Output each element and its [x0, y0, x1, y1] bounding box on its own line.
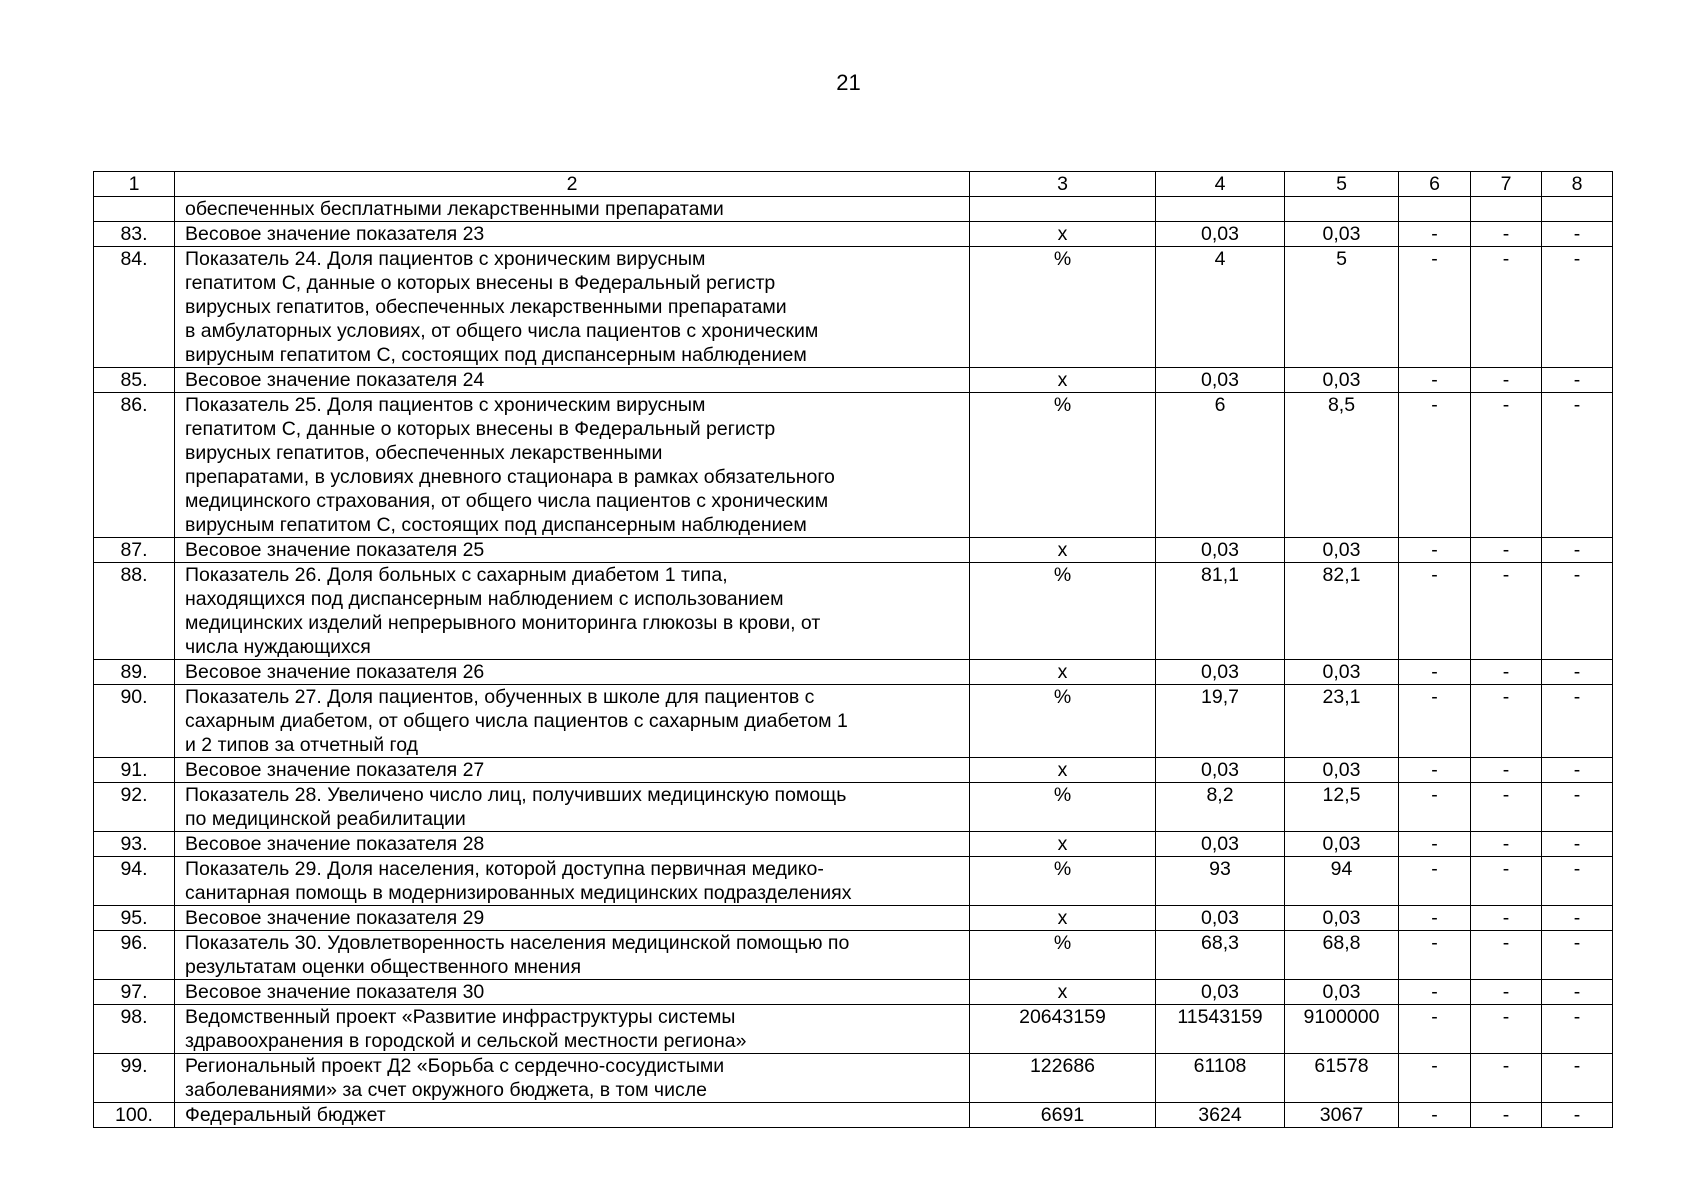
table-row [94, 538, 1613, 563]
row-description: Показатель 29. Доля населения, которой доступна первичная медико- санитарная помощь в модернизированных медицинских подразделениях [175, 857, 970, 906]
row-description: Региональный проект Д2 «Борьба с сердечно-сосудистыми заболеваниями» за счет окружного бюджета, в том числе [175, 1054, 970, 1103]
value-col-4: 0,03 [1156, 368, 1285, 393]
value-col-6: - [1399, 857, 1471, 906]
row-number: 85. [94, 368, 175, 393]
value-col-8: - [1542, 393, 1613, 538]
value-col-6: - [1399, 660, 1471, 685]
value-col-8: - [1542, 931, 1613, 980]
value-col-7: - [1471, 393, 1542, 538]
row-number: 100. [94, 1103, 175, 1128]
value-col-7: - [1471, 758, 1542, 783]
table-row [94, 660, 1613, 685]
table-row [94, 393, 1613, 538]
header-row [94, 172, 1613, 197]
row-description: Показатель 27. Доля пациентов, обученных в школе для пациентов с сахарным диабетом, от общего числа пациентов с сахарным диабетом 1 и 2 типов за отчетный год [175, 685, 970, 758]
value-col-7: - [1471, 222, 1542, 247]
value-col-7: - [1471, 247, 1542, 368]
value-col-7: - [1471, 783, 1542, 832]
row-number: 98. [94, 1005, 175, 1054]
value-col-4: 8,2 [1156, 783, 1285, 832]
value-col-6 [1399, 197, 1471, 222]
value-col-3: х [970, 660, 1156, 685]
row-number: 94. [94, 857, 175, 906]
value-col-5: 0,03 [1285, 980, 1399, 1005]
row-number: 99. [94, 1054, 175, 1103]
value-col-6: - [1399, 393, 1471, 538]
row-description: Весовое значение показателя 27 [175, 758, 970, 783]
value-col-5: 3067 [1285, 1103, 1399, 1128]
table-row [94, 1005, 1613, 1054]
value-col-5: 82,1 [1285, 563, 1399, 660]
table-row [94, 832, 1613, 857]
header-cell: 2 [175, 172, 970, 197]
value-col-8: - [1542, 783, 1613, 832]
value-col-5: 94 [1285, 857, 1399, 906]
value-col-5: 61578 [1285, 1054, 1399, 1103]
header-cell: 1 [94, 172, 175, 197]
value-col-7: - [1471, 368, 1542, 393]
value-col-5: 9100000 [1285, 1005, 1399, 1054]
value-col-7: - [1471, 906, 1542, 931]
row-number: 83. [94, 222, 175, 247]
value-col-6: - [1399, 247, 1471, 368]
row-description: Показатель 24. Доля пациентов с хроническим вирусным гепатитом С, данные о которых внесены в Федеральный регистр вирусных гепатитов, обеспеченных лекарственными препаратами в амбулаторных условиях, от общего числа пациентов с хроническим вирусным гепатитом С, состоящих под диспансерным наблюдением [175, 247, 970, 368]
table-row [94, 783, 1613, 832]
value-col-6: - [1399, 1103, 1471, 1128]
table-row [94, 1054, 1613, 1103]
value-col-5: 0,03 [1285, 222, 1399, 247]
value-col-5: 23,1 [1285, 685, 1399, 758]
row-description: Показатель 25. Доля пациентов с хроническим вирусным гепатитом С, данные о которых внесены в Федеральный регистр вирусных гепатитов, обеспеченных лекарственными препаратами, в условиях дневного стационара в рамках обязательного медицинского страхования, от общего числа пациентов с хроническим вирусным гепатитом С, состоящих под диспансерным наблюдением [175, 393, 970, 538]
page-number: 21 [836, 70, 861, 95]
row-description: Федеральный бюджет [175, 1103, 970, 1128]
table-row [94, 1103, 1613, 1128]
value-col-6: - [1399, 222, 1471, 247]
value-col-8 [1542, 197, 1613, 222]
value-col-7 [1471, 197, 1542, 222]
row-number [94, 197, 175, 222]
value-col-4: 68,3 [1156, 931, 1285, 980]
value-col-7: - [1471, 931, 1542, 980]
value-col-4: 0,03 [1156, 906, 1285, 931]
value-col-4: 81,1 [1156, 563, 1285, 660]
value-col-3: % [970, 685, 1156, 758]
row-description: Весовое значение показателя 30 [175, 980, 970, 1005]
value-col-4: 19,7 [1156, 685, 1285, 758]
value-col-8: - [1542, 857, 1613, 906]
header-cell: 7 [1471, 172, 1542, 197]
value-col-4: 3624 [1156, 1103, 1285, 1128]
row-description: Ведомственный проект «Развитие инфраструктуры системы здравоохранения в городской и сельской местности региона» [175, 1005, 970, 1054]
value-col-3: х [970, 758, 1156, 783]
value-col-5: 0,03 [1285, 368, 1399, 393]
value-col-5: 0,03 [1285, 758, 1399, 783]
value-col-6: - [1399, 538, 1471, 563]
value-col-8: - [1542, 1005, 1613, 1054]
value-col-3: х [970, 368, 1156, 393]
value-col-7: - [1471, 832, 1542, 857]
value-col-3: % [970, 563, 1156, 660]
value-col-5: 0,03 [1285, 906, 1399, 931]
row-description: Весовое значение показателя 25 [175, 538, 970, 563]
value-col-8: - [1542, 832, 1613, 857]
value-col-4 [1156, 197, 1285, 222]
row-number: 88. [94, 563, 175, 660]
table-row [94, 931, 1613, 980]
value-col-6: - [1399, 563, 1471, 660]
value-col-4: 0,03 [1156, 832, 1285, 857]
table-row [94, 906, 1613, 931]
value-col-7: - [1471, 660, 1542, 685]
row-number: 84. [94, 247, 175, 368]
value-col-3: х [970, 832, 1156, 857]
value-col-8: - [1542, 538, 1613, 563]
row-number: 86. [94, 393, 175, 538]
value-col-5 [1285, 197, 1399, 222]
table-row [94, 368, 1613, 393]
row-number: 92. [94, 783, 175, 832]
value-col-8: - [1542, 980, 1613, 1005]
value-col-4: 11543159 [1156, 1005, 1285, 1054]
value-col-6: - [1399, 368, 1471, 393]
value-col-3: 6691 [970, 1103, 1156, 1128]
row-description: Показатель 30. Удовлетворенность населения медицинской помощью по результатам оценки общественного мнения [175, 931, 970, 980]
value-col-6: - [1399, 783, 1471, 832]
row-description: Показатель 26. Доля больных с сахарным диабетом 1 типа, находящихся под диспансерным наблюдением с использованием медицинских изделий непрерывного мониторинга глюкозы в крови, от числа нуждающихся [175, 563, 970, 660]
row-description: Весовое значение показателя 26 [175, 660, 970, 685]
value-col-6: - [1399, 832, 1471, 857]
value-col-4: 0,03 [1156, 980, 1285, 1005]
table-row [94, 758, 1613, 783]
value-col-4: 0,03 [1156, 758, 1285, 783]
value-col-7: - [1471, 1103, 1542, 1128]
row-number: 95. [94, 906, 175, 931]
value-col-8: - [1542, 563, 1613, 660]
header-cell: 6 [1399, 172, 1471, 197]
value-col-8: - [1542, 758, 1613, 783]
value-col-7: - [1471, 685, 1542, 758]
row-description: Весовое значение показателя 29 [175, 906, 970, 931]
row-number: 93. [94, 832, 175, 857]
value-col-3: % [970, 247, 1156, 368]
table-row [94, 247, 1613, 368]
value-col-5: 12,5 [1285, 783, 1399, 832]
table-row [94, 197, 1613, 222]
table-row [94, 563, 1613, 660]
header-cell: 3 [970, 172, 1156, 197]
value-col-8: - [1542, 660, 1613, 685]
value-col-8: - [1542, 1054, 1613, 1103]
value-col-7: - [1471, 538, 1542, 563]
value-col-8: - [1542, 247, 1613, 368]
value-col-8: - [1542, 368, 1613, 393]
value-col-3: х [970, 980, 1156, 1005]
value-col-8: - [1542, 222, 1613, 247]
value-col-4: 0,03 [1156, 538, 1285, 563]
value-col-3: % [970, 931, 1156, 980]
value-col-5: 68,8 [1285, 931, 1399, 980]
value-col-7: - [1471, 563, 1542, 660]
value-col-4: 0,03 [1156, 660, 1285, 685]
value-col-7: - [1471, 1005, 1542, 1054]
table-row [94, 685, 1613, 758]
value-col-6: - [1399, 931, 1471, 980]
value-col-5: 0,03 [1285, 660, 1399, 685]
row-description: Весовое значение показателя 23 [175, 222, 970, 247]
value-col-3: % [970, 393, 1156, 538]
value-col-4: 6 [1156, 393, 1285, 538]
value-col-6: - [1399, 906, 1471, 931]
row-description: обеспеченных бесплатными лекарственными препаратами [175, 197, 970, 222]
table-row [94, 980, 1613, 1005]
value-col-6: - [1399, 1054, 1471, 1103]
value-col-8: - [1542, 1103, 1613, 1128]
value-col-6: - [1399, 685, 1471, 758]
value-col-3: х [970, 538, 1156, 563]
value-col-3: х [970, 906, 1156, 931]
value-col-4: 93 [1156, 857, 1285, 906]
value-col-8: - [1542, 906, 1613, 931]
value-col-3: % [970, 857, 1156, 906]
value-col-4: 4 [1156, 247, 1285, 368]
row-description: Показатель 28. Увеличено число лиц, получивших медицинскую помощь по медицинской реабилитации [175, 783, 970, 832]
value-col-3: 20643159 [970, 1005, 1156, 1054]
header-cell: 5 [1285, 172, 1399, 197]
row-number: 90. [94, 685, 175, 758]
value-col-7: - [1471, 980, 1542, 1005]
value-col-5: 8,5 [1285, 393, 1399, 538]
value-col-7: - [1471, 1054, 1542, 1103]
header-cell: 8 [1542, 172, 1613, 197]
value-col-3: х [970, 222, 1156, 247]
table-row [94, 222, 1613, 247]
row-number: 87. [94, 538, 175, 563]
value-col-3: 122686 [970, 1054, 1156, 1103]
indicator-table [93, 171, 1613, 1128]
value-col-5: 0,03 [1285, 538, 1399, 563]
row-description: Весовое значение показателя 24 [175, 368, 970, 393]
value-col-4: 0,03 [1156, 222, 1285, 247]
value-col-3: % [970, 783, 1156, 832]
row-description: Весовое значение показателя 28 [175, 832, 970, 857]
row-number: 91. [94, 758, 175, 783]
header-cell: 4 [1156, 172, 1285, 197]
value-col-8: - [1542, 685, 1613, 758]
value-col-6: - [1399, 980, 1471, 1005]
value-col-3 [970, 197, 1156, 222]
row-number: 97. [94, 980, 175, 1005]
value-col-7: - [1471, 857, 1542, 906]
value-col-6: - [1399, 758, 1471, 783]
value-col-5: 5 [1285, 247, 1399, 368]
row-number: 89. [94, 660, 175, 685]
value-col-6: - [1399, 1005, 1471, 1054]
row-number: 96. [94, 931, 175, 980]
value-col-4: 61108 [1156, 1054, 1285, 1103]
table-row [94, 857, 1613, 906]
value-col-5: 0,03 [1285, 832, 1399, 857]
